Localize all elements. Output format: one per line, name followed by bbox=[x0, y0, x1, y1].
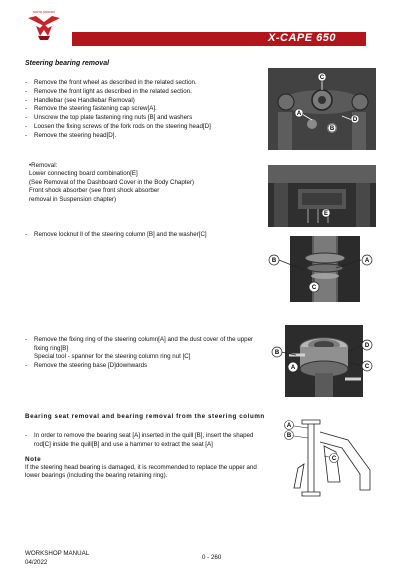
removal-line: •Removal: bbox=[29, 162, 58, 169]
list-item: - Remove locknut ll of the steering column [B] and the washer[C] bbox=[25, 231, 265, 240]
removal-line: (See Removal of the Dashboard Cover in the Body Chapter) bbox=[29, 178, 195, 186]
callout-label: C bbox=[364, 364, 370, 370]
brand-model-name: X-CAPE 650 bbox=[268, 32, 336, 44]
list-item: - Remove the fixing ring of the steering column[A] and the dust cover of the upper fixing ring[B] bbox=[25, 336, 261, 354]
list-item: - In order to remove the bearing seat [A] inserted in the quill [B], insert the shaped rod[C] inside the quill[B] and use a hammer to extract the seat [A] bbox=[25, 432, 263, 450]
logo-wordmark: MOTO MORINI bbox=[33, 10, 55, 14]
steps-list-2 bbox=[25, 336, 261, 354]
figure-connecting-board bbox=[268, 165, 376, 227]
callout-label: C bbox=[311, 285, 317, 291]
callout-label: C bbox=[331, 456, 337, 462]
callout-label: B bbox=[286, 433, 292, 439]
steps-bearing bbox=[25, 432, 263, 450]
footer-manual-title: WORKSHOP MANUAL bbox=[25, 550, 90, 557]
callout-label: B bbox=[271, 258, 277, 264]
removal-line: Lower connecting board combination[E] bbox=[29, 170, 138, 178]
callout-label: A bbox=[296, 111, 302, 117]
note-text: If the steering head bearing is damaged, it is recommended to replace the upper and lower bearings (including the bearing retaining ring). bbox=[25, 464, 257, 480]
figure-steering-head bbox=[268, 68, 376, 150]
steps-list-2b bbox=[25, 362, 261, 371]
callout-label: B bbox=[274, 350, 280, 356]
footer-manual-info bbox=[25, 550, 89, 567]
figure-ring-nut-callouts bbox=[270, 335, 378, 379]
callout-label: A bbox=[290, 365, 296, 371]
list-item: - Unscrew the top plate fastening ring nuts [B] and washers bbox=[25, 114, 257, 123]
footer-date: 04/2022 bbox=[25, 558, 48, 566]
section-title: Steering bearing removal bbox=[25, 60, 110, 67]
special-tool-note: Special tool - spanner for the steering column ring nut [C] bbox=[34, 353, 191, 360]
figure-bearing-seat-drawing bbox=[278, 412, 378, 498]
callout-label: C bbox=[319, 75, 325, 81]
list-item: - Handlebar (see Handlebar Removal) bbox=[25, 97, 257, 106]
list-item: - Loosen the fixing screws of the fork rods on the steering head[D] bbox=[25, 123, 257, 132]
list-item: - Remove the steering head[D]. bbox=[25, 132, 257, 141]
callout-label: B bbox=[329, 126, 335, 132]
steps-list-1 bbox=[25, 79, 257, 141]
list-item: - Remove the front wheel as described in the related section. bbox=[25, 79, 257, 88]
removal-line: removal in Suspension chapter) bbox=[29, 195, 117, 203]
callout-label: D bbox=[364, 343, 370, 349]
subsection-heading: Bearing seat removal and bearing removal from the steering column bbox=[25, 413, 265, 420]
list-item: - Remove the front light as described in the related section. bbox=[25, 88, 257, 97]
callout-label: A bbox=[364, 258, 370, 264]
note-label: Note bbox=[25, 456, 42, 463]
page-number: 0 - 260 bbox=[202, 554, 222, 561]
figure-steering-column-callouts bbox=[264, 250, 376, 296]
steps-locknut bbox=[25, 231, 265, 240]
logo-emblem-icon bbox=[26, 10, 62, 44]
brand-logo bbox=[26, 10, 62, 44]
list-item: - Remove the steering fastening cap screw[A]. bbox=[25, 105, 257, 114]
callout-label: E bbox=[323, 211, 329, 217]
removal-line: Front shock absorber (see front shock absorber bbox=[29, 187, 160, 195]
list-item: - Remove the steering base [D]downwards bbox=[25, 362, 261, 371]
callout-label: D bbox=[352, 117, 358, 123]
callout-label: A bbox=[286, 423, 292, 429]
removal-notes bbox=[29, 162, 194, 204]
